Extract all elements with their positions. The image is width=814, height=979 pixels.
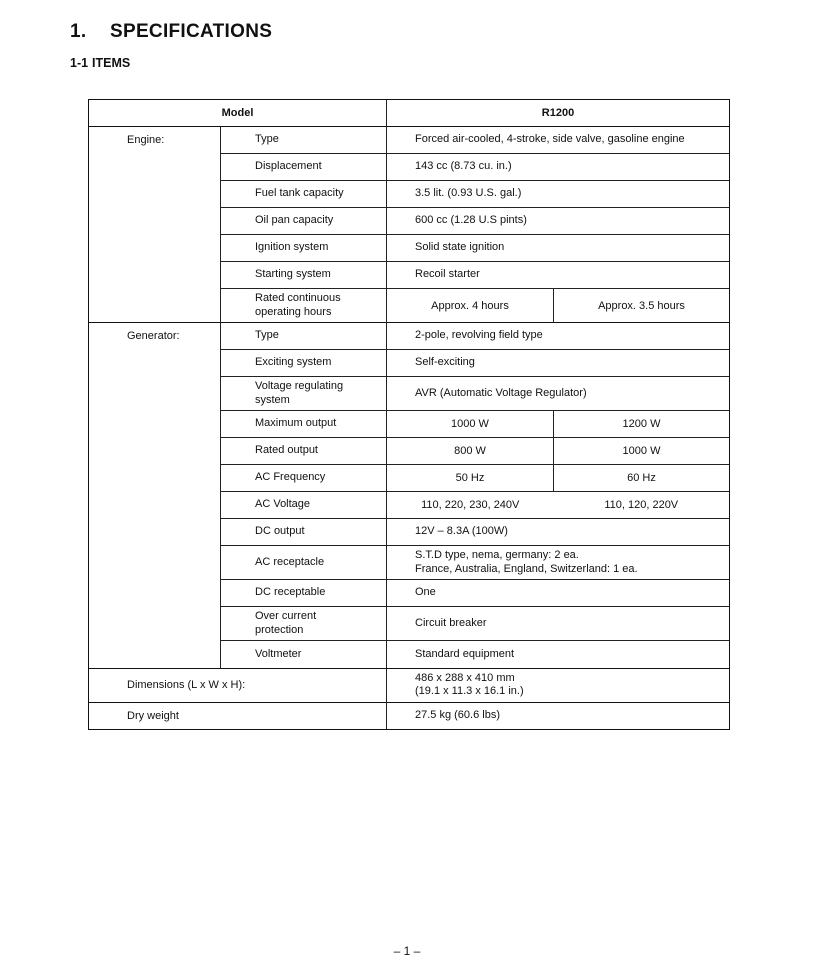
- spec-label-line: Over current: [255, 610, 317, 623]
- spec-value: Self-exciting: [387, 350, 730, 377]
- spec-value-line: 486 x 288 x 410 mm: [415, 671, 515, 684]
- spec-label: Displacement: [221, 154, 387, 181]
- spec-value-line: S.T.D type, nema, germany: 2 ea.: [415, 549, 579, 562]
- spec-value-50hz: 50 Hz: [387, 465, 554, 492]
- spec-label: Maximum output: [221, 411, 387, 438]
- table-row: [89, 668, 730, 702]
- spec-value-line: France, Australia, England, Switzerland: 1 ea.: [415, 562, 638, 575]
- spec-label: [221, 289, 387, 323]
- subsection-title: ITEMS: [92, 56, 131, 70]
- dry-weight-value: 27.5 kg (60.6 lbs): [387, 702, 730, 729]
- specifications-table: [88, 99, 730, 730]
- spec-value-60hz: 1000 W: [554, 438, 730, 465]
- spec-value: [387, 546, 730, 580]
- spec-value: 143 cc (8.73 cu. in.): [387, 154, 730, 181]
- spec-value-50hz: 1000 W: [387, 411, 554, 438]
- spec-value: One: [387, 580, 730, 607]
- table-row: [89, 100, 730, 127]
- table-row: [89, 323, 730, 350]
- page-number: – 1 –: [393, 944, 421, 958]
- dimensions-label: Dimensions (L x W x H):: [89, 668, 387, 702]
- engine-group-label: Engine:: [89, 127, 221, 323]
- section-title: SPECIFICATIONS: [110, 21, 273, 42]
- spec-value-50hz: 110, 220, 230, 240V: [387, 492, 554, 519]
- spec-value: 3.5 lit. (0.93 U.S. gal.): [387, 181, 730, 208]
- spec-label: DC output: [221, 519, 387, 546]
- spec-value: 2-pole, revolving field type: [387, 323, 730, 350]
- spec-value-50hz: 800 W: [387, 438, 554, 465]
- spec-label: [221, 607, 387, 641]
- spec-label: Rated output: [221, 438, 387, 465]
- spec-label: Starting system: [221, 262, 387, 289]
- spec-label: Exciting system: [221, 350, 387, 377]
- spec-value-60hz: 60 Hz: [554, 465, 730, 492]
- model-label: Model: [89, 100, 387, 127]
- spec-value: Circuit breaker: [387, 607, 730, 641]
- spec-label: [221, 377, 387, 411]
- spec-label: Type: [221, 127, 387, 154]
- spec-label-line: system: [255, 393, 290, 406]
- spec-value-50hz: Approx. 4 hours: [387, 289, 554, 323]
- subsection-number: 1-1: [70, 56, 89, 70]
- spec-value: 600 cc (1.28 U.S pints): [387, 208, 730, 235]
- spec-label-line: operating hours: [255, 305, 332, 318]
- spec-value: AVR (Automatic Voltage Regulator): [387, 377, 730, 411]
- spec-label: AC Voltage: [221, 492, 387, 519]
- spec-value: Solid state ignition: [387, 235, 730, 262]
- table-row: [89, 702, 730, 729]
- spec-value-60hz: 110, 120, 220V: [554, 492, 730, 519]
- subsection-heading: [70, 56, 130, 70]
- section-heading: [70, 21, 272, 43]
- spec-value: Standard equipment: [387, 641, 730, 668]
- spec-label: Voltmeter: [221, 641, 387, 668]
- spec-label-line: Rated continuous: [255, 292, 341, 305]
- spec-label: Type: [221, 323, 387, 350]
- spec-label: Oil pan capacity: [221, 208, 387, 235]
- model-value: R1200: [387, 100, 730, 127]
- spec-value: 12V – 8.3A (100W): [387, 519, 730, 546]
- spec-label: AC Frequency: [221, 465, 387, 492]
- spec-value-60hz: 1200 W: [554, 411, 730, 438]
- section-number: 1.: [70, 21, 87, 42]
- spec-label: DC receptable: [221, 580, 387, 607]
- spec-value: Recoil starter: [387, 262, 730, 289]
- spec-label-line: Voltage regulating: [255, 380, 344, 393]
- spec-value-60hz: Approx. 3.5 hours: [554, 289, 730, 323]
- spec-value: Forced air-cooled, 4-stroke, side valve, gasoline engine: [387, 127, 730, 154]
- spec-label-line: protection: [255, 623, 304, 636]
- spec-value-line: (19.1 x 11.3 x 16.1 in.): [415, 685, 524, 697]
- dimensions-value: [387, 668, 730, 702]
- spec-label: Fuel tank capacity: [221, 181, 387, 208]
- table-row: [89, 127, 730, 154]
- spec-label: AC receptacle: [221, 546, 387, 580]
- generator-group-label: Generator:: [89, 323, 221, 669]
- dry-weight-label: Dry weight: [89, 702, 387, 729]
- spec-label: Ignition system: [221, 235, 387, 262]
